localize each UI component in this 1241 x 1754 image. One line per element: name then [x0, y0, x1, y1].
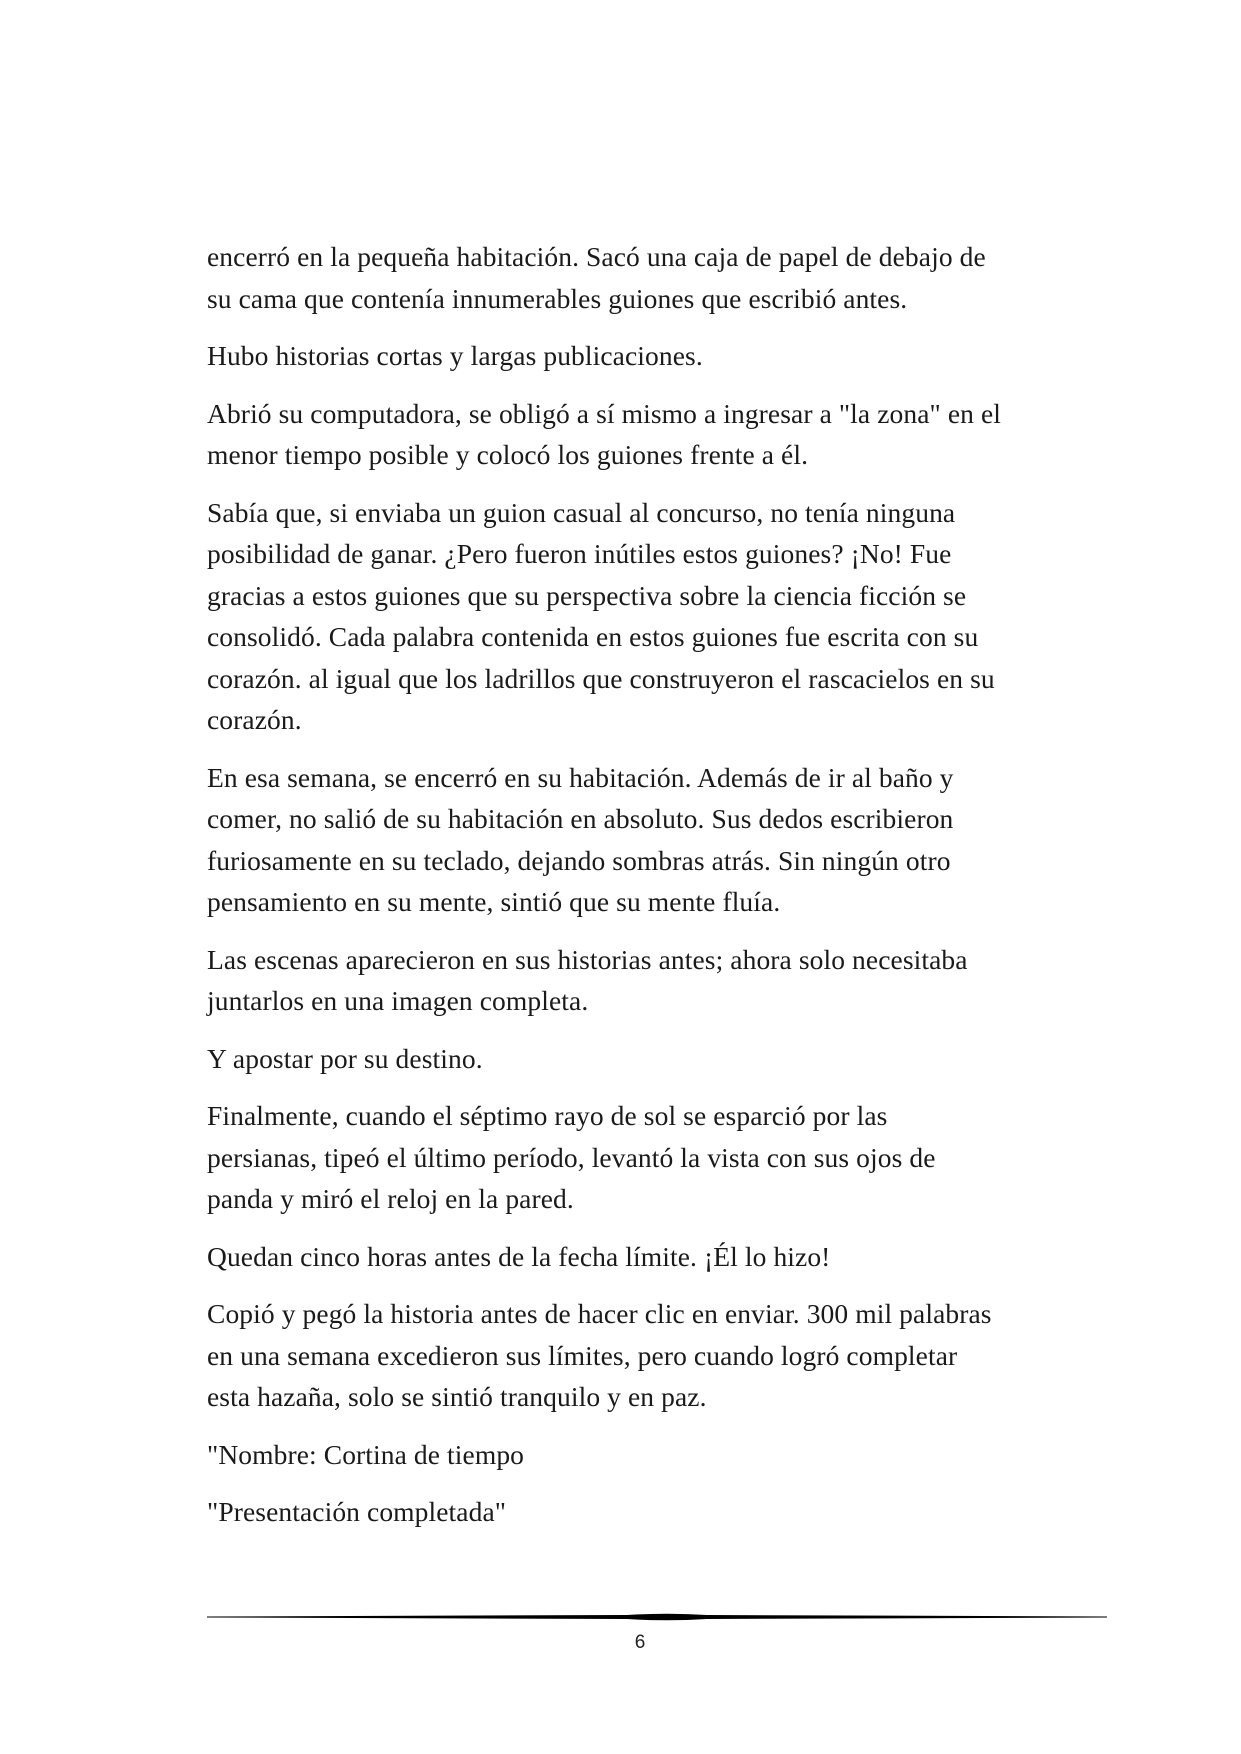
text-line: corazón. al igual que los ladrillos que construyeron el rascacielos en su — [207, 662, 995, 694]
text-line: Quedan cinco horas antes de la fecha límite. ¡Él lo hizo! — [207, 1240, 831, 1272]
text-line: En esa semana, se encerró en su habitación. Además de ir al baño y — [207, 761, 954, 793]
paragraph — [207, 757, 1075, 923]
paragraph — [207, 492, 1075, 741]
text-line: "Presentación completada" — [207, 1496, 507, 1527]
text-line: corazón. — [207, 704, 302, 735]
paragraph — [207, 1095, 1075, 1220]
text-line: comer, no salió de su habitación en absoluto. Sus dedos escribieron — [207, 803, 954, 834]
text-line: menor tiempo posible y colocó los guiones frente a él. — [207, 439, 809, 470]
text-line: gracias a estos guiones que su perspectiva sobre la ciencia ficción se — [207, 579, 967, 611]
text-line: panda y miró el reloj en la pared. — [207, 1183, 574, 1214]
text-line: consolidó. Cada palabra contenida en estos guiones fue escrita con su — [207, 621, 979, 652]
text-line: persianas, tipeó el último período, levantó la vista con sus ojos de — [207, 1141, 936, 1173]
text-line: Abrió su computadora, se obligó a sí mismo a ingresar a "la zona" en el — [207, 397, 1001, 429]
page-number: 6 — [634, 1632, 646, 1653]
text-line: en una semana excedieron sus límites, pero cuando logró completar — [207, 1339, 958, 1371]
text-line: Finalmente, cuando el séptimo rayo de sol se esparció por las — [207, 1100, 888, 1131]
text-line: juntarlos en una imagen completa. — [207, 985, 589, 1016]
paragraph — [207, 1038, 1075, 1080]
footer-rule-shape — [207, 1614, 1107, 1621]
paragraph — [207, 939, 1075, 1022]
paragraph — [207, 335, 1075, 377]
text-line: Las escenas aparecieron en sus historias antes; ahora solo necesitaba — [207, 943, 968, 975]
text-line: Y apostar por su destino. — [207, 1042, 483, 1074]
paragraph — [207, 236, 1075, 319]
text-line: Sabía que, si enviaba un guion casual al concurso, no tenía ninguna — [207, 496, 956, 528]
text-line: "Nombre: Cortina de tiempo — [207, 1438, 525, 1470]
text-line: posibilidad de ganar. ¿Pero fueron inútiles estos guiones? ¡No! Fue — [207, 538, 952, 569]
paragraph — [207, 1491, 1075, 1533]
footer-rule — [207, 1610, 1107, 1624]
body-text — [207, 236, 1075, 1549]
paragraph — [207, 393, 1075, 476]
paragraph — [207, 1293, 1075, 1418]
text-line: Hubo historias cortas y largas publicaciones. — [207, 340, 703, 371]
text-line: Copió y pegó la historia antes de hacer clic en enviar. 300 mil palabras — [207, 1298, 992, 1329]
text-line: furiosamente en su teclado, dejando sombras atrás. Sin ningún otro — [207, 844, 951, 876]
text-line: su cama que contenía innumerables guiones que escribió antes. — [207, 282, 908, 314]
text-line: encerró en la pequeña habitación. Sacó una caja de papel de debajo de — [207, 241, 986, 272]
text-line: pensamiento en su mente, sintió que su mente fluía. — [207, 886, 781, 917]
paragraph — [207, 1434, 1075, 1476]
text-line: esta hazaña, solo se sintió tranquilo y en paz. — [207, 1381, 707, 1412]
paragraph — [207, 1236, 1075, 1278]
